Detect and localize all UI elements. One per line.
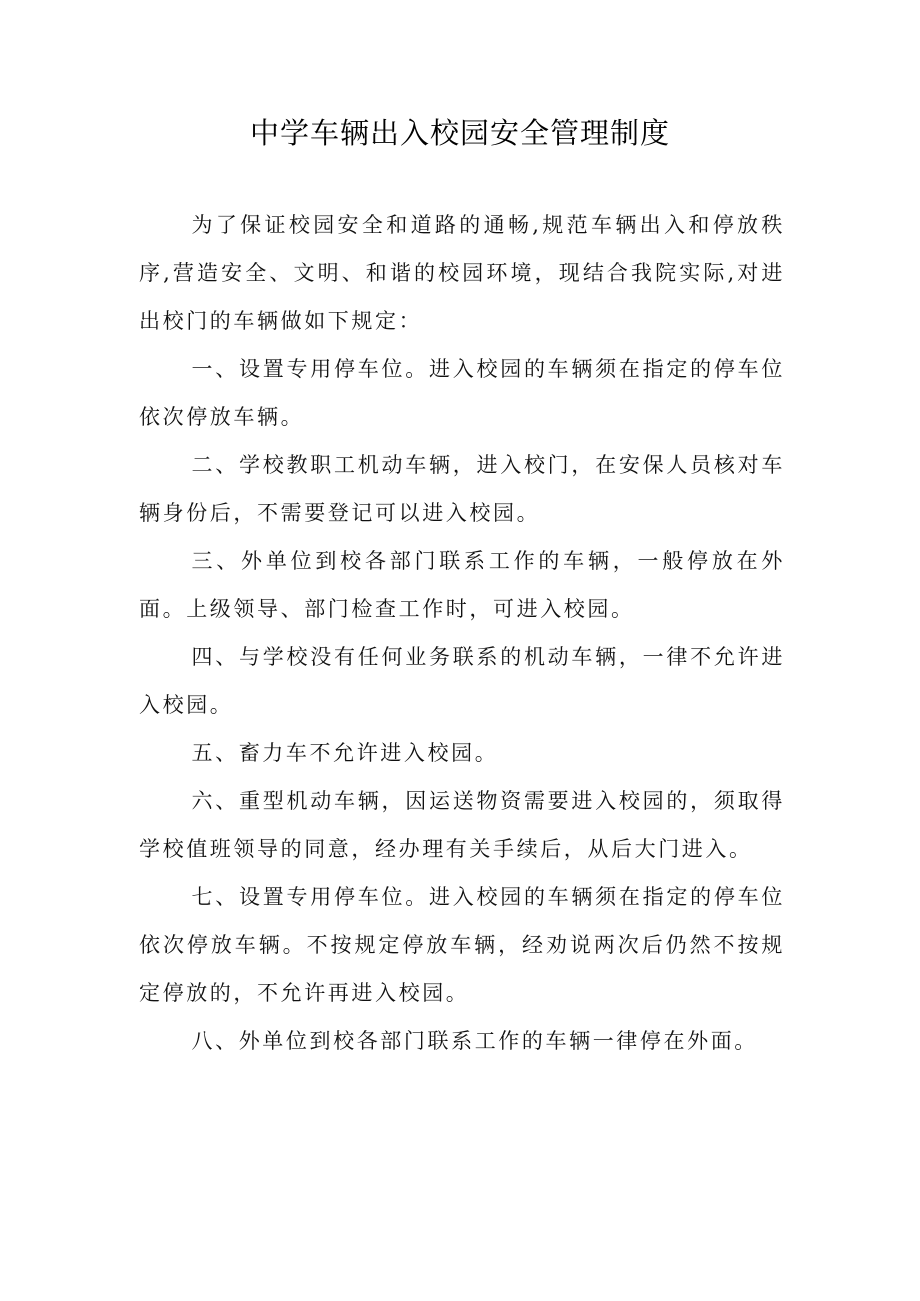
paragraph-rule-2: 二、学校教职工机动车辆，进入校门，在安保人员核对车辆身份后，不需要登记可以进入校园。 bbox=[139, 453, 785, 525]
paragraph-intro: 为了保证校园安全和道路的通畅,规范车辆出入和停放秩序,营造安全、文明、和谐的校园环境，现结合我院实际,对进出校门的车辆做如下规定： bbox=[139, 213, 785, 333]
paragraph-rule-8: 八、外单位到校各部门联系工作的车辆一律停在外面。 bbox=[191, 1029, 758, 1053]
paragraph-rule-7: 七、设置专用停车位。进入校园的车辆须在指定的停车位依次停放车辆。不按规定停放车辆，经劝说两次后仍然不按规定停放的，不允许再进入校园。 bbox=[139, 885, 785, 1005]
paragraph-rule-3: 三、外单位到校各部门联系工作的车辆，一般停放在外面。上级领导、部门检查工作时，可进入校园。 bbox=[139, 549, 785, 621]
paragraph-rule-5: 五、畜力车不允许进入校园。 bbox=[191, 741, 499, 765]
document-title: 中学车辆出入校园安全管理制度 bbox=[249, 116, 670, 150]
paragraph-rule-1: 一、设置专用停车位。进入校园的车辆须在指定的停车位依次停放车辆。 bbox=[139, 357, 785, 429]
paragraph-rule-4: 四、与学校没有任何业务联系的机动车辆，一律不允许进入校园。 bbox=[139, 645, 785, 717]
document-body bbox=[139, 201, 785, 1065]
paragraph-rule-6: 六、重型机动车辆，因运送物资需要进入校园的，须取得学校值班领导的同意，经办理有关手续后，从后大门进入。 bbox=[139, 789, 785, 861]
